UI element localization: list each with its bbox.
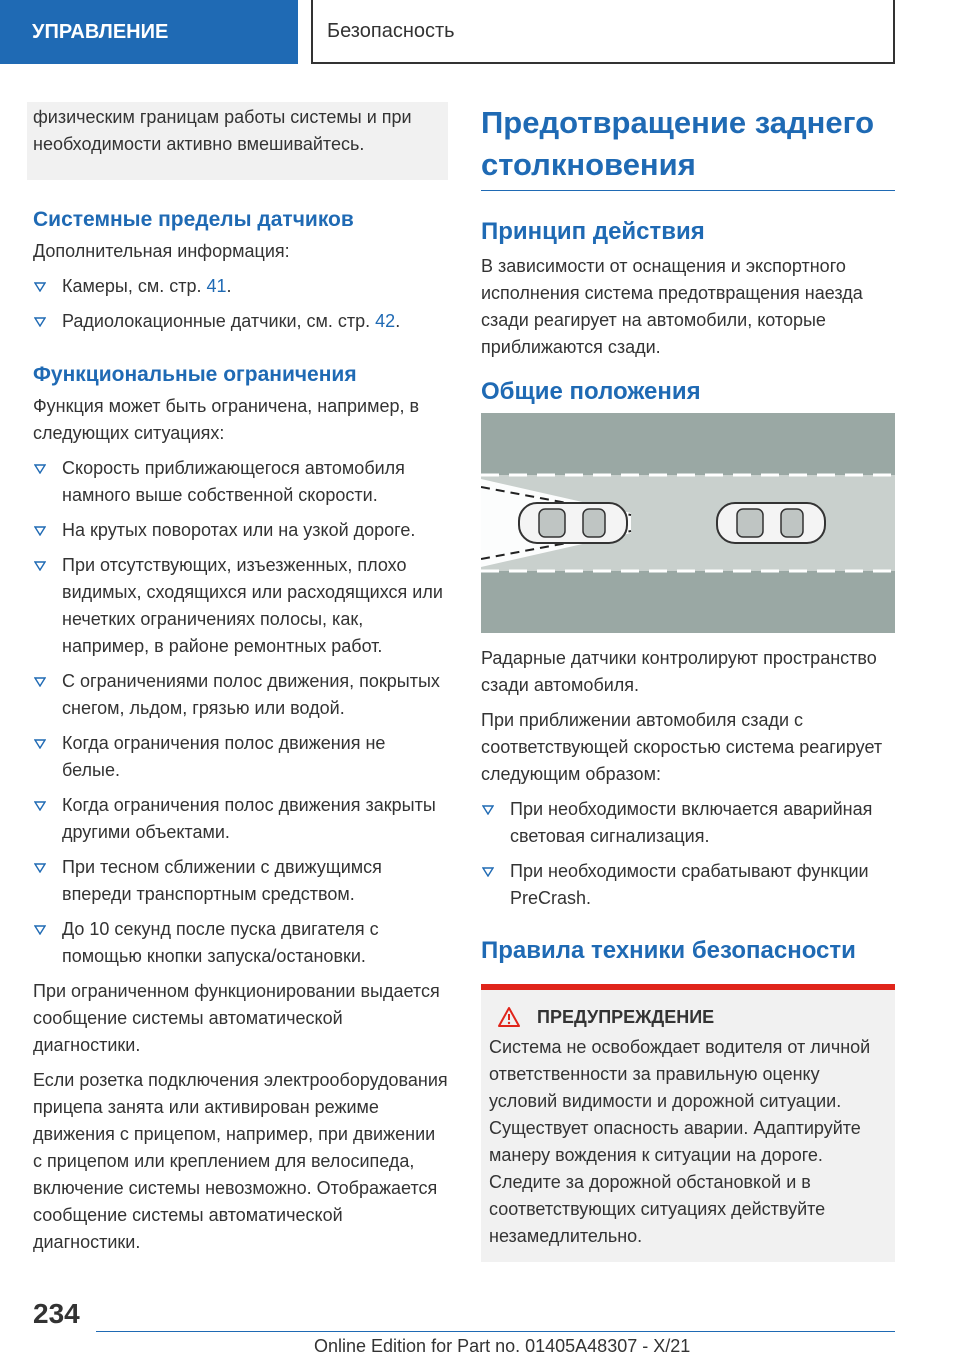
safety-heading: Правила техники безопасности <box>481 937 856 964</box>
page-reference-link[interactable]: 41 <box>206 276 227 296</box>
list-item <box>33 552 448 660</box>
diagnostics-paragraph: При ограниченном функционировании выдается сообщение системы автоматической диагностики. <box>33 981 440 1055</box>
list-item-text: При отсутствующих, изъезженных, плохо видимых, сходящихся или расходящихся или нечетких ограничениях полосы, как, например, в районе ремонтных работ. <box>62 555 443 656</box>
bullet-triangle-icon <box>34 801 46 811</box>
list-item-text: Когда ограничения полос движения не белые. <box>62 733 386 780</box>
list-item-text: При необходимости срабатывают функции PreCrash. <box>510 861 869 908</box>
bullet-triangle-icon <box>34 526 46 536</box>
page-reference-link[interactable]: 42 <box>375 311 396 331</box>
warning-triangle-icon <box>497 1006 521 1028</box>
continued-note-box <box>27 102 448 180</box>
general-heading: Общие положения <box>481 378 701 405</box>
warning-title: ПРЕДУПРЕЖДЕНИЕ <box>537 1006 715 1027</box>
functional-limits-intro: Функция может быть ограничена, например, в следующих ситуациях: <box>33 396 420 443</box>
bullet-triangle-icon <box>34 464 46 474</box>
list-item <box>33 916 448 970</box>
list-item-text: При тесном сближении с движущимся впереди транспортным средством. <box>62 857 382 904</box>
list-item-text: До 10 секунд после пуска двигателя с помощью кнопки запуска/остановки. <box>62 919 379 966</box>
section-header <box>311 0 895 64</box>
list-item <box>481 858 895 912</box>
rear-radar-illustration <box>481 413 895 633</box>
sensor-limits-heading: Системные пределы датчиков <box>33 208 354 231</box>
warning-box <box>481 990 895 1262</box>
list-item-text: На крутых поворотах или на узкой дороге. <box>62 520 416 540</box>
page-number: 234 <box>33 1298 80 1329</box>
list-item-text: При необходимости включается аварийная световая сигнализация. <box>510 799 873 846</box>
list-item <box>33 730 448 784</box>
bullet-triangle-icon <box>34 863 46 873</box>
list-item: Радиолокационные датчики, см. стр. 42. <box>33 308 448 335</box>
principle-text: В зависимости от оснащения и экспортного исполнения система предотвращения наезда сзади реагирует на автомобили, которые приближаются сзади. <box>481 256 863 357</box>
right-column <box>481 102 895 1262</box>
chapter-label: УПРАВЛЕНИЕ <box>32 20 169 43</box>
title-block <box>481 102 895 191</box>
bullet-triangle-icon <box>34 677 46 687</box>
continued-note-text: физическим границам работы системы и при необходимости активно вмешивайтесь. <box>33 107 412 154</box>
approaching-car-icon <box>519 503 627 543</box>
reaction-list <box>481 796 895 912</box>
section-label: Безопасность <box>327 19 455 42</box>
bullet-triangle-icon <box>482 867 494 877</box>
page-title: Предотвращение заднего столкновения <box>481 105 875 182</box>
list-item <box>33 517 448 544</box>
footer-divider <box>96 1331 895 1332</box>
functional-limits-heading: Функциональные ограничения <box>33 363 357 386</box>
list-item <box>33 854 448 908</box>
list-item: Камеры, см. стр. 41. <box>33 273 448 300</box>
left-column <box>33 102 448 1264</box>
list-item-text: Камеры, см. стр. <box>62 276 202 296</box>
approach-paragraph: При приближении автомобиля сзади с соответствующей скоростью система реагирует следующим образом: <box>481 710 883 784</box>
list-item <box>481 796 895 850</box>
list-item-text: С ограничениями полос движения, покрытых снегом, льдом, грязью или водой. <box>62 671 440 718</box>
bullet-triangle-icon <box>482 805 494 815</box>
functional-limits-list <box>33 455 448 970</box>
bullet-triangle-icon <box>34 317 46 327</box>
list-item <box>33 792 448 846</box>
bullet-triangle-icon <box>34 739 46 749</box>
warning-header <box>489 1006 887 1028</box>
radar-paragraph: Радарные датчики контролируют пространство сзади автомобиля. <box>481 648 877 695</box>
principle-heading: Принцип действия <box>481 218 705 245</box>
sensor-limits-intro: Дополнительная информация: <box>33 241 290 261</box>
list-item-text: Скорость приближающегося автомобиля намного выше собственной скорости. <box>62 458 405 505</box>
edition-footer: Online Edition for Part no. 01405A48307 - X/21 <box>314 1336 691 1356</box>
own-car-icon <box>717 503 825 543</box>
bullet-triangle-icon <box>34 561 46 571</box>
chapter-tab[interactable] <box>0 0 298 64</box>
list-item-text: Радиолокационные датчики, см. стр. <box>62 311 371 331</box>
trailer-paragraph: Если розетка подключения электрооборудования прицепа занята или активирован режиме движения с прицепом, например, при движении с прицепом или креплением для велосипеда, включение системы невозможно. Отображается сообщение системы автоматической диагностики. <box>33 1070 448 1252</box>
bullet-triangle-icon <box>34 925 46 935</box>
list-item-text: Когда ограничения полос движения закрыты другими объектами. <box>62 795 436 842</box>
list-item <box>33 668 448 722</box>
list-item <box>33 455 448 509</box>
sensor-limits-list <box>33 273 448 335</box>
warning-text: Система не освобождает водителя от личной ответственности за правильную оценку условий видимости и дорожной ситуации. Существует опасность аварии. Адаптируйте манеру вождения к ситуации на дороге. Следите за дорожной обстановкой и в соответствующих ситуациях действуйте незамедлительно. <box>489 1037 871 1246</box>
bullet-triangle-icon <box>34 282 46 292</box>
